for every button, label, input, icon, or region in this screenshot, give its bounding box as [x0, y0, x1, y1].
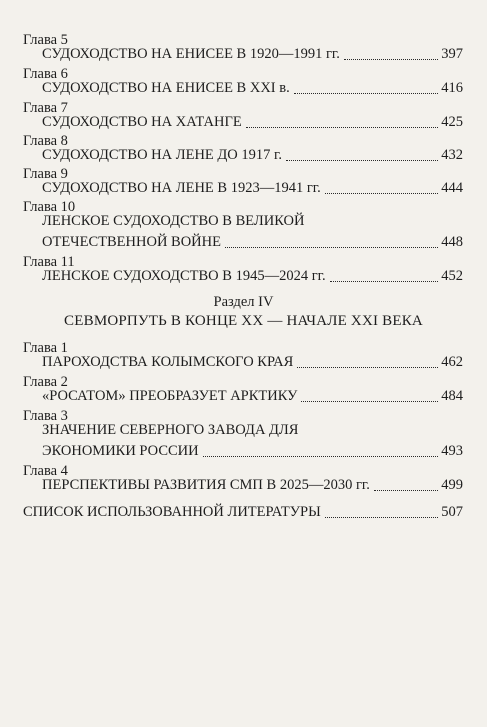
page-number: 484 — [441, 388, 463, 404]
leader-dots — [344, 59, 438, 60]
chapter-title-line2: ЭКОНОМИКИ РОССИИ — [42, 443, 199, 459]
toc-entry — [42, 178, 463, 199]
section-title: СЕВМОРПУТЬ В КОНЦЕ XX — НАЧАЛЕ XXI ВЕКА — [64, 313, 423, 329]
page-number: 462 — [441, 354, 463, 370]
chapter-title-line1: ЗНАЧЕНИЕ СЕВЕРНОГО ЗАВОДА ДЛЯ — [42, 422, 299, 438]
leader-dots — [225, 247, 438, 248]
chapter-title: ПАРОХОДСТВА КОЛЫМСКОГО КРАЯ — [42, 354, 294, 370]
page-number: 507 — [441, 504, 463, 520]
leader-dots — [286, 160, 438, 161]
chapter-title: СУДОХОДСТВО НА ХАТАНГЕ — [42, 114, 242, 130]
page-number: 416 — [441, 80, 463, 96]
chapter-label: Глава 6 — [23, 66, 68, 82]
toc-entry-line — [42, 420, 463, 441]
chapter-label: Глава 1 — [23, 340, 68, 356]
chapter-title-line1: ЛЕНСКОЕ СУДОХОДСТВО В ВЕЛИКОЙ — [42, 213, 305, 229]
page-number: 452 — [441, 268, 463, 284]
toc-entry — [42, 352, 463, 373]
page-number: 499 — [441, 477, 463, 493]
page-number: 444 — [441, 180, 463, 196]
toc-entry — [42, 44, 463, 65]
chapter-label: Глава 5 — [23, 32, 68, 48]
chapter-label: Глава 8 — [23, 133, 68, 149]
leader-dots — [325, 193, 439, 194]
page-number: 432 — [441, 147, 463, 163]
bibliography-title: СПИСОК ИСПОЛЬЗОВАННОЙ ЛИТЕРАТУРЫ — [23, 504, 321, 520]
chapter-title: ПЕРСПЕКТИВЫ РАЗВИТИЯ СМП В 2025—2030 гг. — [42, 477, 370, 493]
chapter-title: СУДОХОДСТВО НА ЕНИСЕЕ В 1920—1991 гг. — [42, 46, 340, 62]
page-number: 397 — [441, 46, 463, 62]
chapter-label: Глава 4 — [23, 463, 68, 479]
toc-entry — [42, 145, 463, 166]
leader-dots — [301, 401, 438, 402]
leader-dots — [330, 281, 439, 282]
chapter-label: Глава 2 — [23, 374, 68, 390]
page-number: 493 — [441, 443, 463, 459]
toc-entry — [42, 112, 463, 133]
chapter-label: Глава 9 — [23, 166, 68, 182]
chapter-label: Глава 7 — [23, 100, 68, 116]
leader-dots — [325, 517, 438, 518]
chapter-label: Глава 3 — [23, 408, 68, 424]
toc-entry — [42, 266, 463, 287]
section-label: Раздел IV — [213, 294, 274, 310]
toc-entry — [42, 78, 463, 99]
chapter-title-line2: ОТЕЧЕСТВЕННОЙ ВОЙНЕ — [42, 234, 221, 250]
chapter-label: Глава 11 — [23, 254, 75, 270]
leader-dots — [246, 127, 439, 128]
toc-entry — [42, 441, 463, 462]
toc-entry-line — [42, 211, 463, 232]
toc-entry-bibliography — [23, 502, 463, 523]
toc-entry — [42, 475, 463, 496]
toc-entry — [42, 386, 463, 407]
leader-dots — [294, 93, 439, 94]
chapter-title: ЛЕНСКОЕ СУДОХОДСТВО В 1945—2024 гг. — [42, 268, 326, 284]
chapter-label: Глава 10 — [23, 199, 76, 215]
chapter-title: «РОСАТОМ» ПРЕОБРАЗУЕТ АРКТИКУ — [42, 388, 298, 404]
chapter-title: СУДОХОДСТВО НА ЕНИСЕЕ В XXI в. — [42, 80, 290, 96]
chapter-title: СУДОХОДСТВО НА ЛЕНЕ ДО 1917 г. — [42, 147, 282, 163]
page-number: 448 — [441, 234, 463, 250]
toc-entry — [42, 232, 463, 253]
chapter-title: СУДОХОДСТВО НА ЛЕНЕ В 1923—1941 гг. — [42, 180, 321, 196]
leader-dots — [203, 456, 439, 457]
leader-dots — [297, 367, 438, 368]
page-number: 425 — [441, 114, 463, 130]
leader-dots — [374, 490, 438, 491]
